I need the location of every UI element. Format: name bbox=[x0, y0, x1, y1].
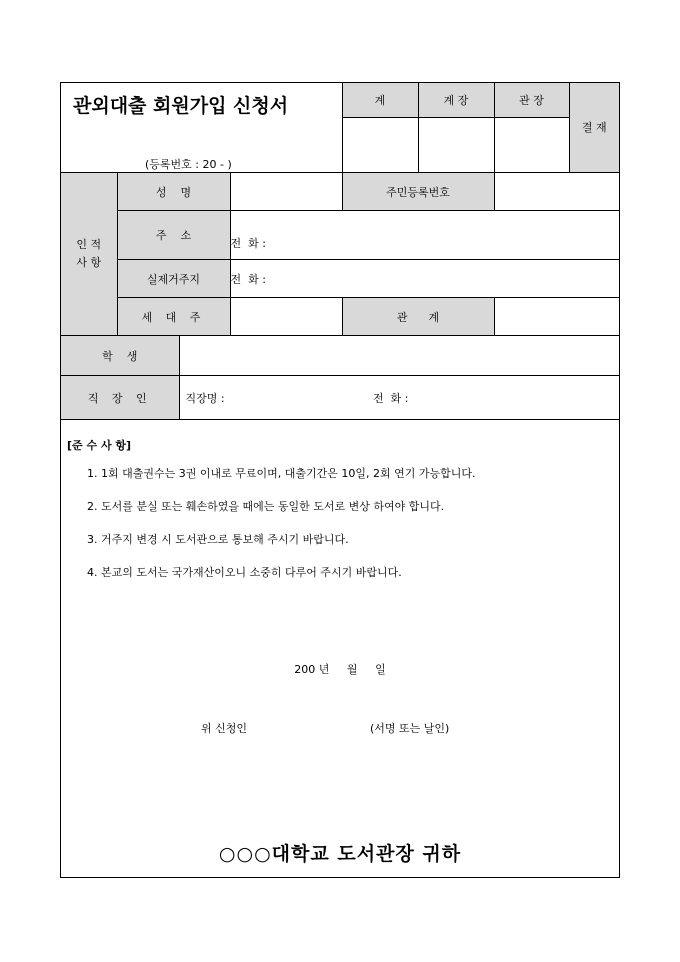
household-head-label: 세 대 주 bbox=[117, 298, 230, 336]
notice-item: 4. 본교의 도서는 국가재산이오니 소중히 다루어 주시기 바랍니다. bbox=[87, 566, 402, 579]
notice-title: [준 수 사 항] bbox=[67, 439, 132, 452]
application-date bbox=[61, 661, 619, 677]
relationship-field[interactable] bbox=[494, 298, 619, 336]
personal-section-label: 인 적 사 항 bbox=[61, 173, 117, 336]
application-form bbox=[60, 82, 620, 878]
notice-item: 3. 거주지 변경 시 도서관으로 통보해 주시기 바랍니다. bbox=[87, 533, 349, 546]
date-year: 200 년 bbox=[294, 663, 330, 676]
workplace-name-label: 직장명 : bbox=[185, 391, 225, 405]
approval-clerk-box[interactable] bbox=[342, 118, 418, 173]
title-cell bbox=[61, 83, 342, 173]
approval-clerk: 계 bbox=[342, 83, 418, 118]
residence-phone-field[interactable]: 전 화 : bbox=[230, 260, 619, 298]
signature-note: (서명 또는 날인) bbox=[370, 722, 450, 735]
student-label: 학 생 bbox=[61, 336, 179, 376]
name-label: 성 명 bbox=[117, 173, 230, 211]
address-phone-field[interactable]: 전 화 : bbox=[230, 211, 619, 260]
actual-residence-label: 실제거주지 bbox=[117, 260, 230, 298]
notice-item: 1. 1회 대출권수는 3권 이내로 무료이며, 대출기간은 10일, 2회 연기 가능합니다. bbox=[87, 467, 476, 480]
student-field[interactable] bbox=[179, 336, 619, 376]
approval-sign-label: 결 재 bbox=[569, 83, 619, 173]
resident-number-label: 주민등록번호 bbox=[342, 173, 494, 211]
form-table bbox=[61, 83, 619, 420]
resident-number-field[interactable] bbox=[494, 173, 619, 211]
notice-list bbox=[67, 467, 607, 580]
relationship-label: 관 계 bbox=[342, 298, 494, 336]
employee-label: 직 장 인 bbox=[61, 376, 179, 420]
approval-chief: 계 장 bbox=[418, 83, 494, 118]
applicant-label: 위 신청인 bbox=[201, 722, 248, 735]
household-head-field[interactable] bbox=[230, 298, 342, 336]
notice-item: 2. 도서를 분실 또는 훼손하였을 때에는 동일한 도서로 변상 하여야 합니다. bbox=[87, 500, 445, 513]
approval-director-box[interactable] bbox=[494, 118, 569, 173]
address-label: 주 소 bbox=[117, 211, 230, 260]
addressee: ○○○대학교 도서관장 귀하 bbox=[218, 843, 462, 865]
form-title: 관외대출 회원가입 신청서 bbox=[73, 95, 289, 117]
approval-chief-box[interactable] bbox=[418, 118, 494, 173]
approval-director: 관 장 bbox=[494, 83, 569, 118]
registration-number: (등록번호 : 20 - ) bbox=[145, 158, 232, 171]
name-field[interactable] bbox=[230, 173, 342, 211]
employee-field[interactable] bbox=[179, 376, 619, 420]
date-day: 일 bbox=[375, 663, 386, 676]
date-month: 월 bbox=[346, 663, 358, 676]
notice-section bbox=[67, 437, 607, 599]
workplace-phone-label: 전 화 : bbox=[373, 391, 409, 405]
